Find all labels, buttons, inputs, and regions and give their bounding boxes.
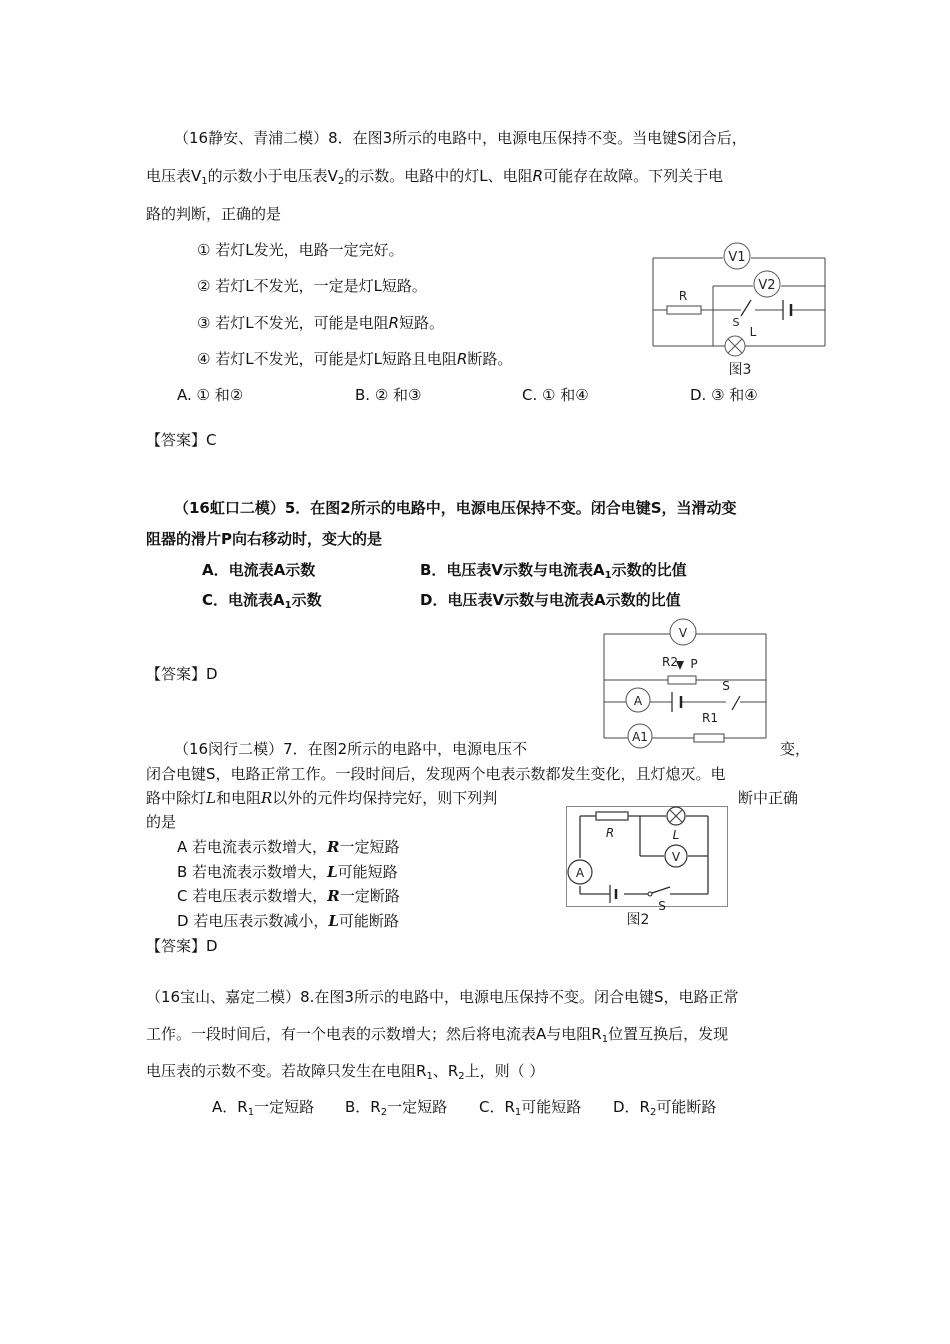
q3-line4: 的是 xyxy=(146,813,177,831)
q1-line1: （16静安、青浦二模）8．在图3所示的电路中，电源电压保持不变。当电键S闭合后， xyxy=(174,129,747,147)
q1-choice-b: B. ② 和③ xyxy=(355,386,422,404)
q3-figure-caption: 图2 xyxy=(626,912,650,928)
q2-option-b: B．电压表V示数与电流表$A_1$示数的比值 xyxy=(420,561,687,581)
q2-circuit-figure xyxy=(598,614,773,754)
q2-a-label: A xyxy=(633,694,643,708)
q1-line3: 路的判断，正确的是 xyxy=(146,205,282,223)
q3-line3-right: 断中正确 xyxy=(738,789,799,807)
q3-r-label: R xyxy=(605,826,615,840)
q3-line2: 闭合电键S，电路正常工作。一段时间后，发现两个电表示数都发生变化，且灯熄灭。电 xyxy=(146,765,726,783)
q3-switch-pivot xyxy=(648,892,652,896)
q1-s-label: S xyxy=(732,316,740,329)
q2-line1: （16虹口二模）5．在图2所示的电路中，电源电压保持不变。闭合电键S，当滑动变 xyxy=(174,499,737,517)
q3-answer: 【答案】D xyxy=(146,937,218,955)
q2-line2: 阻器的滑片P向右移动时，变大的是 xyxy=(146,530,382,548)
q1-figure-caption: 图3 xyxy=(728,362,752,378)
q1-choice-c: C. ① 和④ xyxy=(522,386,589,404)
q3-option-a: A 若电流表示数增大，R一定短路 xyxy=(177,838,400,856)
q1-r-label: R xyxy=(678,289,688,303)
q2-v-label: V xyxy=(678,626,688,640)
q2-a1-label: A1 xyxy=(632,730,648,744)
q4-option-b: B．$R_2$一定短路 xyxy=(345,1098,448,1118)
q2-rheostat-r2 xyxy=(668,676,696,684)
q1-lamp-l xyxy=(725,336,745,356)
q1-option-1: ① 若灯L发光，电路一定完好。 xyxy=(197,241,404,259)
q2-switch-s xyxy=(732,696,740,710)
q2-resistor-r1 xyxy=(694,734,724,742)
q3-s-label: S xyxy=(658,899,666,913)
q2-option-c: C．电流表$A_1$示数 xyxy=(202,591,322,611)
q1-v1-label: V1 xyxy=(728,250,746,265)
q3-line1-left: （16闵行二模）7．在图2所示的电路中，电源电压不 xyxy=(174,740,528,758)
q4-line3: 电压表的示数不变。若故障只发生在电阻$R_1$、$R_2$上，则（ ） xyxy=(146,1062,545,1082)
q1-answer: 【答案】C xyxy=(146,431,217,449)
q3-lamp-l xyxy=(667,807,685,825)
q3-v-label: V xyxy=(671,850,681,864)
q1-option-3: ③ 若灯L不发光，可能是电阻R短路。 xyxy=(197,314,445,332)
q2-p-label: P xyxy=(690,657,698,671)
q1-choice-d: D. ③ 和④ xyxy=(690,386,758,404)
q1-v2-label: V2 xyxy=(758,278,776,293)
q4-line2: 工作。一段时间后，有一个电表的示数增大；然后将电流表A与电阻$R_1$位置互换后，发现 xyxy=(146,1025,729,1045)
q3-line3-left: 路中除灯L和电阻R以外的元件均保持完好，则下列判 xyxy=(146,789,498,807)
q3-line1-right: 变， xyxy=(780,740,811,758)
q4-line1: （16宝山、嘉定二模）8.在图3所示的电路中，电源电压保持不变。闭合电键S，电路正常 xyxy=(146,988,739,1006)
q4-option-a: A．$R_1$一定短路 xyxy=(212,1098,315,1118)
q3-option-d: D 若电压表示数减小，L可能断路 xyxy=(177,912,399,930)
q3-resistor-r xyxy=(596,812,628,820)
q3-option-c: C 若电压表示数增大，R一定断路 xyxy=(177,887,400,905)
q2-option-a: A．电流表A示数 xyxy=(202,561,316,579)
q1-option-4: ④ 若灯L不发光，可能是灯L短路且电阻R断路。 xyxy=(197,350,513,368)
q1-option-2: ② 若灯L不发光，一定是灯L短路。 xyxy=(197,277,427,295)
q1-l-label: L xyxy=(749,325,757,339)
q2-s-label: S xyxy=(722,679,730,693)
q3-option-b: B 若电流表示数增大，L可能短路 xyxy=(177,863,398,881)
q4-option-c: C．$R_1$可能短路 xyxy=(479,1098,582,1118)
q4-option-d: D．$R_2$可能断路 xyxy=(613,1098,717,1118)
q1-line2: 电压表$V_1$的示数小于电压表$V_2$的示数。电路中的灯L、电阻R可能存在故障。下列关于电 xyxy=(146,167,724,187)
q2-answer: 【答案】D xyxy=(146,665,218,683)
q2-r2-label: R2 xyxy=(662,655,678,669)
q3-l-label: L xyxy=(672,828,680,842)
q1-circuit-figure xyxy=(645,240,835,385)
q2-r1-label: R1 xyxy=(702,711,718,725)
q3-a-label: A xyxy=(575,866,585,880)
q1-resistor-r xyxy=(667,306,701,314)
q3-circuit-figure xyxy=(566,806,728,930)
q2-option-d: D．电压表V示数与电流表A示数的比值 xyxy=(420,591,681,609)
q1-choice-a: A. ① 和② xyxy=(177,386,244,404)
q1-switch-s xyxy=(741,300,751,316)
